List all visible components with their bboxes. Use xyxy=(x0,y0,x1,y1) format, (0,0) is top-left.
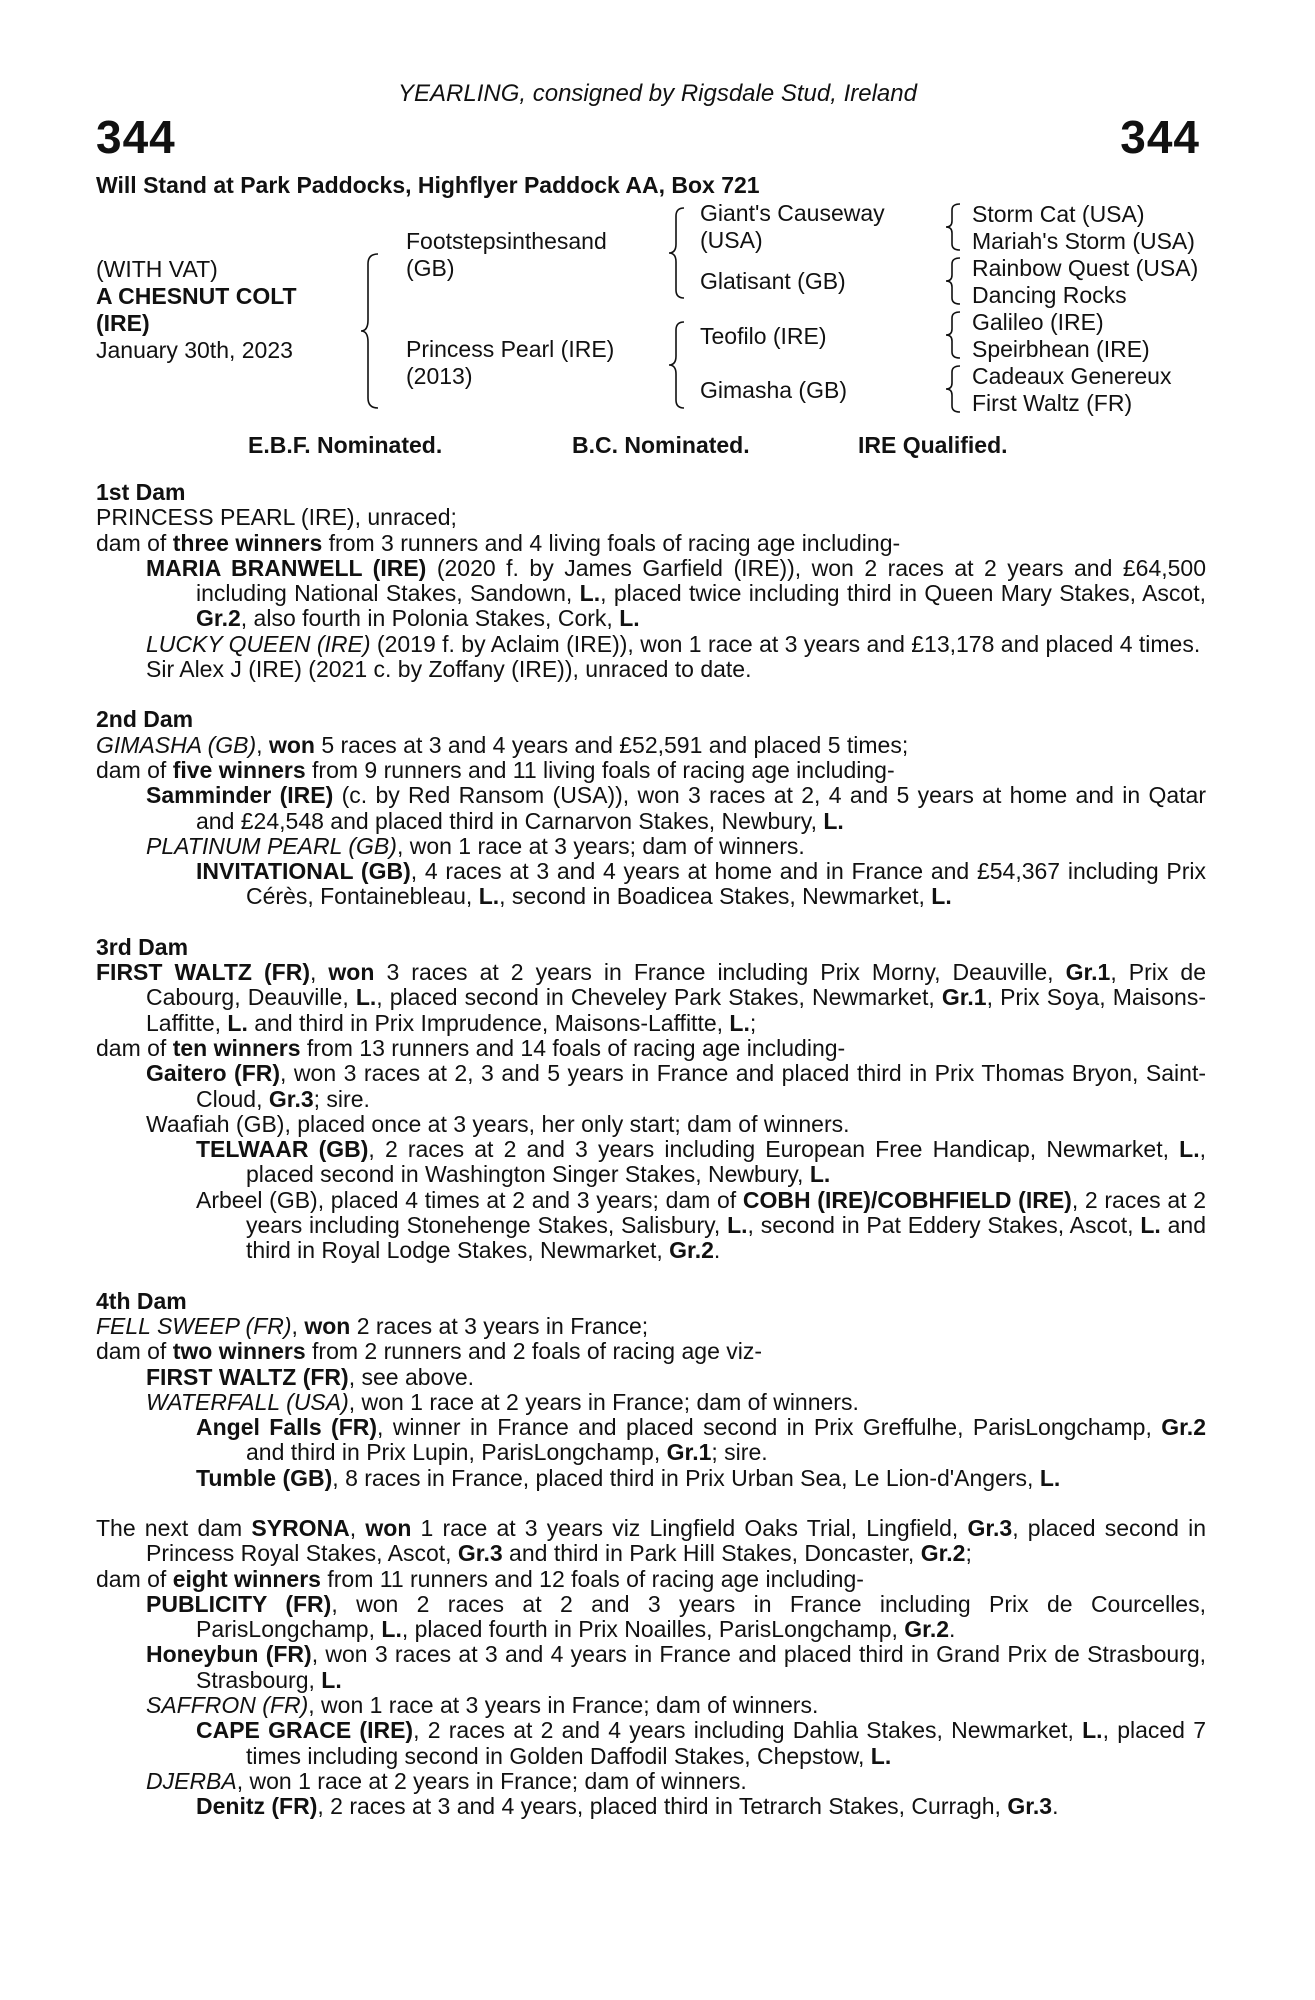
produce-line xyxy=(96,632,1206,657)
text-run: Gr.3 xyxy=(457,1540,503,1567)
text-run: LUCKY QUEEN (IRE) xyxy=(146,630,371,657)
produce-line xyxy=(96,1466,1206,1491)
text-run: L. xyxy=(619,605,640,632)
text-run: SAFFRON (FR) xyxy=(146,1692,309,1719)
text-run: from 13 runners and 14 foals of racing age including- xyxy=(300,1034,846,1061)
produce-line xyxy=(96,1137,1206,1188)
pedigree-dam-dam: Gimasha (GB) xyxy=(700,377,847,403)
pedigree-dam: Princess Pearl (IRE) (2013) xyxy=(406,336,615,389)
text-run: . xyxy=(713,1237,721,1264)
text-run: and third in Park Hill Stakes, Doncaster, xyxy=(502,1540,921,1567)
text-run: 5 races at 3 and 4 years and £52,591 and placed 5 times; xyxy=(314,731,909,758)
pedigree-brace-dam xyxy=(666,320,688,410)
text-run: Gr.3 xyxy=(268,1085,314,1112)
text-run: L. xyxy=(321,1666,342,1693)
pedigree-brace-sd xyxy=(944,256,964,306)
text-run: L. xyxy=(1140,1212,1161,1239)
pedigree-brace-main xyxy=(360,252,382,410)
text-run: dam of xyxy=(96,1034,173,1061)
text-run: L. xyxy=(579,580,601,607)
dam-heading: 4th Dam xyxy=(96,1287,187,1314)
text-run: L. xyxy=(227,1009,248,1036)
pedigree-sds: Rainbow Quest (USA) xyxy=(972,255,1199,281)
text-run: 1 race at 3 years viz Lingfield Oaks Trial, Lingfield, xyxy=(411,1514,968,1541)
text-run: dam of xyxy=(96,1565,173,1592)
text-run: FELL SWEEP (FR) xyxy=(96,1312,292,1339)
text-run: 3 races at 2 years in France including Prix Morny, Deauville, xyxy=(374,959,1066,986)
produce-line xyxy=(96,556,1206,632)
text-run: from 11 runners and 12 foals of racing age including- xyxy=(320,1565,864,1592)
text-run: dam of xyxy=(96,756,173,783)
produce-line xyxy=(96,960,1206,1036)
produce-line xyxy=(96,1567,1206,1592)
produce-line xyxy=(96,859,1206,910)
produce-line xyxy=(96,1339,1206,1364)
produce-line xyxy=(96,1516,1206,1567)
text-run: . xyxy=(949,1616,956,1643)
produce-line xyxy=(96,1642,1206,1693)
dam-heading: 1st Dam xyxy=(96,479,186,505)
produce-line xyxy=(96,1769,1206,1794)
text-run: , Prix de Cabourg, Deauville, xyxy=(146,959,1206,1011)
text-run: , won 2 races at 2 and 3 years in France including Prix de Courcelles, ParisLongchamp, xyxy=(196,1590,1206,1643)
produce-line xyxy=(96,834,1206,859)
text-run: Gr.1 xyxy=(1065,959,1111,986)
text-run: Gr.2 xyxy=(1161,1414,1206,1441)
text-run: , 2 races at 3 and 4 years, placed third in Tetrarch Stakes, Curragh, xyxy=(317,1793,1008,1820)
text-run: 2 races at 3 years in France; xyxy=(350,1312,649,1339)
text-run: GIMASHA (GB) xyxy=(96,731,257,758)
horse-country: (IRE) xyxy=(96,310,150,336)
text-run: SYRONA xyxy=(251,1514,350,1541)
bc-nomination: B.C. Nominated. xyxy=(572,432,750,458)
produce-line xyxy=(96,1794,1206,1819)
text-run: . xyxy=(1052,1793,1059,1820)
text-run: Samminder (IRE) xyxy=(146,782,334,809)
text-run: dam of xyxy=(96,529,173,556)
text-run: , won 1 race at 2 years in France; dam of winners. xyxy=(236,1767,747,1794)
text-run: from 9 runners and 11 living foals of racing age including- xyxy=(305,756,895,783)
pedigree-sire-dam: Glatisant (GB) xyxy=(700,268,846,294)
text-run: CAPE GRACE (IRE) xyxy=(196,1717,414,1744)
text-run: , 2 races at 2 and 3 years including European Free Handicap, Newmarket, xyxy=(368,1136,1180,1163)
text-run: , also fourth in Polonia Stakes, Cork, xyxy=(240,605,620,632)
pedigree-brace-ss xyxy=(944,202,964,252)
pedigree-dsd: Speirbhean (IRE) xyxy=(972,336,1150,362)
text-run: , placed second in Washington Singer Stakes, Newbury, xyxy=(246,1136,1206,1188)
text-run: DJERBA xyxy=(146,1767,237,1794)
dam-section xyxy=(96,1289,1206,1491)
text-run: INVITATIONAL (GB) xyxy=(196,858,411,885)
text-run: L. xyxy=(809,1161,831,1188)
text-run: PRINCESS PEARL (IRE), unraced; xyxy=(96,504,457,531)
text-run: L. xyxy=(1179,1136,1200,1163)
text-run: ; xyxy=(749,1009,757,1036)
text-run: , 2 races at 2 years including Stonehenge Stakes, Salisbury, xyxy=(246,1186,1206,1239)
text-run: won xyxy=(365,1514,412,1541)
pedigree-dss: Galileo (IRE) xyxy=(972,309,1104,335)
produce-line xyxy=(96,783,1206,834)
text-run: , won 3 races at 2, 3 and 5 years in France and placed third in Prix Thomas Bryon, Saint-Cloud, xyxy=(196,1060,1206,1112)
text-run: WATERFALL (USA) xyxy=(146,1388,349,1415)
text-run: Gr.2 xyxy=(669,1237,714,1264)
text-run: , placed twice including third in Queen Mary Stakes, Ascot, xyxy=(600,580,1206,607)
text-run: ; xyxy=(965,1540,972,1567)
text-run: L. xyxy=(1082,1717,1103,1744)
text-run: and third in Prix Lupin, ParisLongchamp, xyxy=(246,1439,667,1466)
ebf-nomination: E.B.F. Nominated. xyxy=(248,432,443,458)
text-run: , 2 races at 2 and 4 years including Dahlia Stakes, Newmarket, xyxy=(413,1717,1083,1744)
produce-line xyxy=(96,1061,1206,1112)
text-run: Gr.3 xyxy=(1007,1793,1053,1820)
produce-line xyxy=(96,1188,1206,1264)
text-run: Honeybun (FR) xyxy=(146,1641,312,1668)
text-run: FIRST WALTZ (FR) xyxy=(96,959,310,986)
pedigree-sdd: Dancing Rocks xyxy=(972,282,1127,308)
pedigree-sire: Footstepsinthesand (GB) xyxy=(406,228,607,281)
text-run: Waafiah (GB), placed once at 3 years, her only start; dam of winners. xyxy=(146,1110,850,1137)
pedigree-sire-sire: Giant's Causeway (USA) xyxy=(700,200,885,253)
dam-section xyxy=(96,1516,1206,1820)
text-run: L. xyxy=(727,1212,748,1239)
text-run: L. xyxy=(355,984,377,1011)
produce-line xyxy=(96,1693,1206,1718)
produce-line xyxy=(96,1365,1206,1390)
text-run: FIRST WALTZ (FR) xyxy=(146,1363,349,1390)
text-run: , xyxy=(349,1514,366,1541)
text-run: won xyxy=(268,731,315,758)
text-run: L. xyxy=(1039,1464,1061,1491)
text-run: Gr.1 xyxy=(666,1439,712,1466)
text-run: L. xyxy=(729,1009,750,1036)
ire-qualified: IRE Qualified. xyxy=(858,432,1008,458)
text-run: PLATINUM PEARL (GB) xyxy=(146,832,397,859)
text-run: Sir Alex J (IRE) (2021 c. by Zoffany (IRE)), unraced to date. xyxy=(146,656,752,683)
dam-heading: 3rd Dam xyxy=(96,933,189,960)
horse-name: A CHESNUT COLT xyxy=(96,283,297,309)
dam-section xyxy=(96,935,1206,1264)
pedigree-sss: Storm Cat (USA) xyxy=(972,201,1145,227)
produce-line xyxy=(96,1718,1206,1769)
text-run: COBH (IRE)/COBHFIELD (IRE) xyxy=(742,1186,1072,1213)
text-run: , won 1 race at 3 years; dam of winners. xyxy=(396,832,805,859)
text-run: Gr.2 xyxy=(196,605,241,632)
text-run: (c. by Red Ransom (USA)), won 3 races at 2, 4 and 5 years at home and in Qatar and £24,548 and placed third in Carnarvon Stakes, Newbury, xyxy=(196,782,1206,834)
text-run: , xyxy=(256,731,269,758)
text-run: won xyxy=(304,1312,351,1339)
text-run: MARIA BRANWELL (IRE) xyxy=(146,554,427,581)
text-run: five winners xyxy=(172,756,306,783)
text-run: Gr.3 xyxy=(967,1514,1013,1541)
text-run: , second in Boadicea Stakes, Newmarket, xyxy=(499,883,932,910)
text-run: , 4 races at 3 and 4 years at home and in France and £54,367 including Prix Cérès, Fontainebleau, xyxy=(246,858,1206,910)
text-run: The next dam xyxy=(96,1514,252,1541)
produce-line xyxy=(96,531,1206,556)
dam-heading: 2nd Dam xyxy=(96,706,194,733)
dam-sections xyxy=(96,480,1206,1820)
text-run: ; sire. xyxy=(711,1439,768,1466)
consignor-line: YEARLING, consigned by Rigsdale Stud, Ireland xyxy=(398,80,917,107)
text-run: , 8 races in France, placed third in Prix Urban Sea, Le Lion-d'Angers, xyxy=(332,1464,1040,1491)
produce-line xyxy=(96,733,1206,758)
produce-line xyxy=(96,657,1206,682)
dam-section xyxy=(96,707,1206,909)
text-run: , won 1 race at 3 years in France; dam of winners. xyxy=(308,1692,819,1719)
text-run: from 3 runners and 4 living foals of racing age including- xyxy=(322,529,901,556)
text-run: Gr.1 xyxy=(941,984,987,1011)
produce-line xyxy=(96,1592,1206,1643)
text-run: Denitz (FR) xyxy=(196,1793,318,1820)
text-run: Angel Falls (FR) xyxy=(196,1414,378,1441)
text-run: , placed fourth in Prix Noailles, ParisLongchamp, xyxy=(401,1616,905,1643)
stabling-location: Will Stand at Park Paddocks, Highflyer Paddock AA, Box 721 xyxy=(96,172,760,198)
text-run: from 2 runners and 2 foals of racing age viz- xyxy=(305,1338,763,1365)
text-run: eight winners xyxy=(172,1565,321,1592)
text-run: L. xyxy=(823,807,844,834)
text-run: L. xyxy=(870,1742,892,1769)
text-run: three winners xyxy=(172,529,323,556)
text-run: , placed 7 times including second in Golden Daffodil Stakes, Chepstow, xyxy=(246,1717,1206,1769)
text-run: , placed second in Princess Royal Stakes, Ascot, xyxy=(146,1514,1207,1567)
text-run: , see above. xyxy=(348,1363,474,1390)
pedigree-brace-sire xyxy=(666,206,688,300)
text-run: , Prix Soya, Maisons-Laffitte, xyxy=(146,984,1206,1036)
text-run: , xyxy=(291,1312,305,1339)
produce-line xyxy=(96,758,1206,783)
text-run: and third in Royal Lodge Stakes, Newmarket, xyxy=(246,1212,1207,1264)
text-run: L. xyxy=(381,1616,402,1643)
text-run: two winners xyxy=(172,1338,306,1365)
text-run: (2020 f. by James Garfield (IRE)), won 2 races at 2 years and £64,500 including National Stakes, Sandown, xyxy=(196,554,1206,607)
text-run: Gr.2 xyxy=(904,1616,950,1643)
text-run: , placed second in Cheveley Park Stakes, Newmarket, xyxy=(376,984,942,1011)
produce-line xyxy=(96,1390,1206,1415)
text-run: ten winners xyxy=(172,1034,301,1061)
produce-line xyxy=(96,505,1206,530)
pedigree-ssd: Mariah's Storm (USA) xyxy=(972,228,1195,254)
text-run: Tumble (GB) xyxy=(196,1464,333,1491)
text-run: and third in Prix Imprudence, Maisons-Laffitte, xyxy=(247,1009,730,1036)
dam-section xyxy=(96,480,1206,682)
produce-line xyxy=(96,1112,1206,1137)
produce-line xyxy=(96,1036,1206,1061)
text-run: PUBLICITY (FR) xyxy=(146,1590,332,1617)
text-run: Gaitero (FR) xyxy=(146,1060,281,1087)
pedigree-brace-ds xyxy=(944,310,964,360)
pedigree-dam-sire: Teofilo (IRE) xyxy=(700,323,827,349)
text-run: dam of xyxy=(96,1338,173,1365)
pedigree-dds: Cadeaux Genereux xyxy=(972,363,1172,389)
foaling-date: January 30th, 2023 xyxy=(96,337,293,363)
text-run: TELWAAR (GB) xyxy=(196,1136,369,1163)
text-run: , xyxy=(309,959,329,986)
text-run: , won 1 race at 2 years in France; dam of winners. xyxy=(348,1388,859,1415)
text-run: (2019 f. by Aclaim (IRE)), won 1 race at 3 years and £13,178 and placed 4 times. xyxy=(370,630,1201,657)
pedigree-ddd: First Waltz (FR) xyxy=(972,390,1133,416)
produce-line xyxy=(96,1314,1206,1339)
text-run: L. xyxy=(478,883,500,910)
pedigree-brace-dd xyxy=(944,364,964,414)
text-run: ; sire. xyxy=(313,1085,370,1112)
vat-note: (WITH VAT) xyxy=(96,256,218,282)
text-run: , won 3 races at 3 and 4 years in France and placed third in Grand Prix de Strasbourg, Strasbourg, xyxy=(196,1641,1207,1693)
lot-number-left: 344 xyxy=(96,111,176,163)
produce-line xyxy=(96,1415,1206,1466)
text-run: Arbeel (GB), placed 4 times at 2 and 3 years; dam of xyxy=(196,1186,743,1213)
text-run: Gr.2 xyxy=(920,1540,966,1567)
text-run: won xyxy=(328,959,375,986)
text-run: , second in Pat Eddery Stakes, Ascot, xyxy=(747,1212,1141,1239)
lot-number-right: 344 xyxy=(1120,111,1200,163)
text-run: , winner in France and placed second in Prix Greffulhe, ParisLongchamp, xyxy=(377,1414,1162,1441)
text-run: L. xyxy=(931,883,952,910)
